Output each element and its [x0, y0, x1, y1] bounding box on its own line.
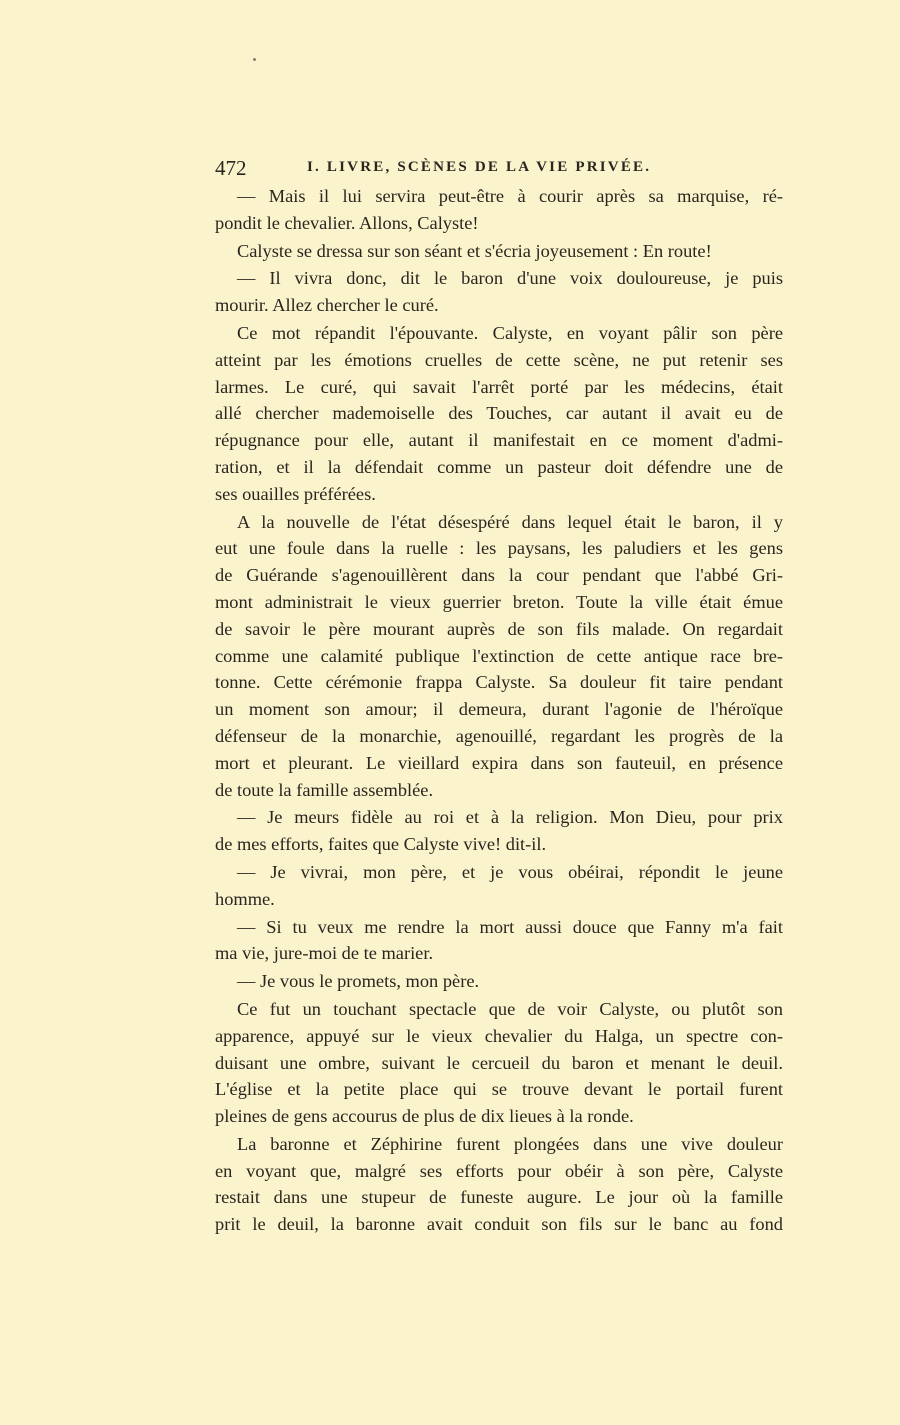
paragraph	[215, 265, 783, 319]
text-line: ma vie, jure-moi de te marier.	[215, 943, 434, 964]
paragraph	[215, 238, 783, 265]
text-line: allé chercher mademoiselle des Touches, car autant il avait eu de	[215, 403, 783, 424]
text-line: restait dans une stupeur de funeste augure. Le jour où la famille	[215, 1187, 783, 1208]
paragraph	[215, 804, 783, 858]
running-title: I. LIVRE, SCÈNES DE LA VIE PRIVÉE.	[307, 159, 652, 175]
text-line: La baronne et Zéphirine furent plongées dans une vive douleur	[237, 1133, 783, 1154]
text-line: apparence, appuyé sur le vieux chevalier du Halga, un spectre con-	[215, 1025, 783, 1046]
paragraph	[215, 183, 783, 237]
paragraph	[215, 914, 783, 968]
text-line: pleines de gens accourus de plus de dix lieues à la ronde.	[215, 1106, 634, 1127]
text-line: répugnance pour elle, autant il manifestait en ce moment d'admi-	[215, 430, 783, 451]
text-line: L'église et la petite place qui se trouve devant le portail furent	[215, 1079, 783, 1100]
text-line: mont administrait le vieux guerrier breton. Toute la ville était émue	[215, 591, 783, 612]
text-line: ration, et il la défendait comme un pasteur doit défendre une de	[215, 456, 783, 477]
text-line: mort et pleurant. Le vieillard expira dans son fauteuil, en présence	[215, 752, 783, 773]
text-line: en voyant que, malgré ses efforts pour obéir à son père, Calyste	[215, 1160, 783, 1181]
paragraph	[215, 320, 783, 508]
paragraph	[215, 859, 783, 913]
page-body-text	[215, 183, 783, 1239]
text-line: duisant une ombre, suivant le cercueil du baron et menant le deuil.	[215, 1052, 783, 1073]
text-line: larmes. Le curé, qui savait l'arrêt porté par les médecins, était	[215, 376, 783, 397]
text-line: mourir. Allez chercher le curé.	[215, 295, 439, 316]
page-number: 472	[215, 156, 247, 180]
text-line: homme.	[215, 888, 275, 909]
text-line: — Je vous le promets, mon père.	[237, 971, 480, 992]
text-line: pondit le chevalier. Allons, Calyste!	[215, 212, 479, 233]
text-line: défenseur de la monarchie, agenouillé, regardant les progrès de la	[215, 725, 783, 746]
text-line: un moment son amour; il demeura, durant l'agonie de l'héroïque	[215, 699, 783, 720]
text-line: Calyste se dressa sur son séant et s'écria joyeusement : En route!	[237, 240, 712, 261]
paragraph	[215, 996, 783, 1130]
text-line: — Il vivra donc, dit le baron d'une voix douloureuse, je puis	[237, 268, 783, 289]
scan-speck	[253, 58, 256, 61]
text-line: atteint par les émotions cruelles de cette scène, ne put retenir ses	[215, 349, 783, 370]
text-line: — Je meurs fidèle au roi et à la religion. Mon Dieu, pour prix	[237, 807, 783, 828]
paragraph	[215, 1131, 783, 1238]
text-line: A la nouvelle de l'état désespéré dans lequel était le baron, il y	[237, 511, 783, 532]
text-line: prit le deuil, la baronne avait conduit son fils sur le banc au fond	[215, 1214, 783, 1235]
text-line: Ce mot répandit l'épouvante. Calyste, en voyant pâlir son père	[237, 322, 783, 343]
text-line: Ce fut un touchant spectacle que de voir Calyste, ou plutôt son	[237, 998, 783, 1019]
text-line: de Guérande s'agenouillèrent dans la cour pendant que l'abbé Gri-	[215, 565, 783, 586]
text-line: tonne. Cette cérémonie frappa Calyste. Sa douleur fit taire pendant	[215, 672, 783, 693]
paragraph	[215, 509, 783, 804]
text-line: de mes efforts, faites que Calyste vive! dit-il.	[215, 834, 547, 855]
paragraph	[215, 968, 783, 995]
running-header	[215, 156, 783, 182]
text-line: — Mais il lui servira peut-être à courir après sa marquise, ré-	[237, 186, 783, 206]
text-line: de savoir le père mourant auprès de son fils malade. On regardait	[215, 618, 783, 639]
text-line: — Je vivrai, mon père, et je vous obéirai, répondit le jeune	[237, 861, 783, 882]
text-line: ses ouailles préférées.	[215, 483, 376, 504]
text-line: de toute la famille assemblée.	[215, 779, 434, 800]
text-line: comme une calamité publique l'extinction de cette antique race bre-	[215, 645, 783, 666]
text-line: — Si tu veux me rendre la mort aussi douce que Fanny m'a fait	[237, 916, 783, 937]
text-line: eut une foule dans la ruelle : les paysans, les paludiers et les gens	[215, 538, 783, 559]
